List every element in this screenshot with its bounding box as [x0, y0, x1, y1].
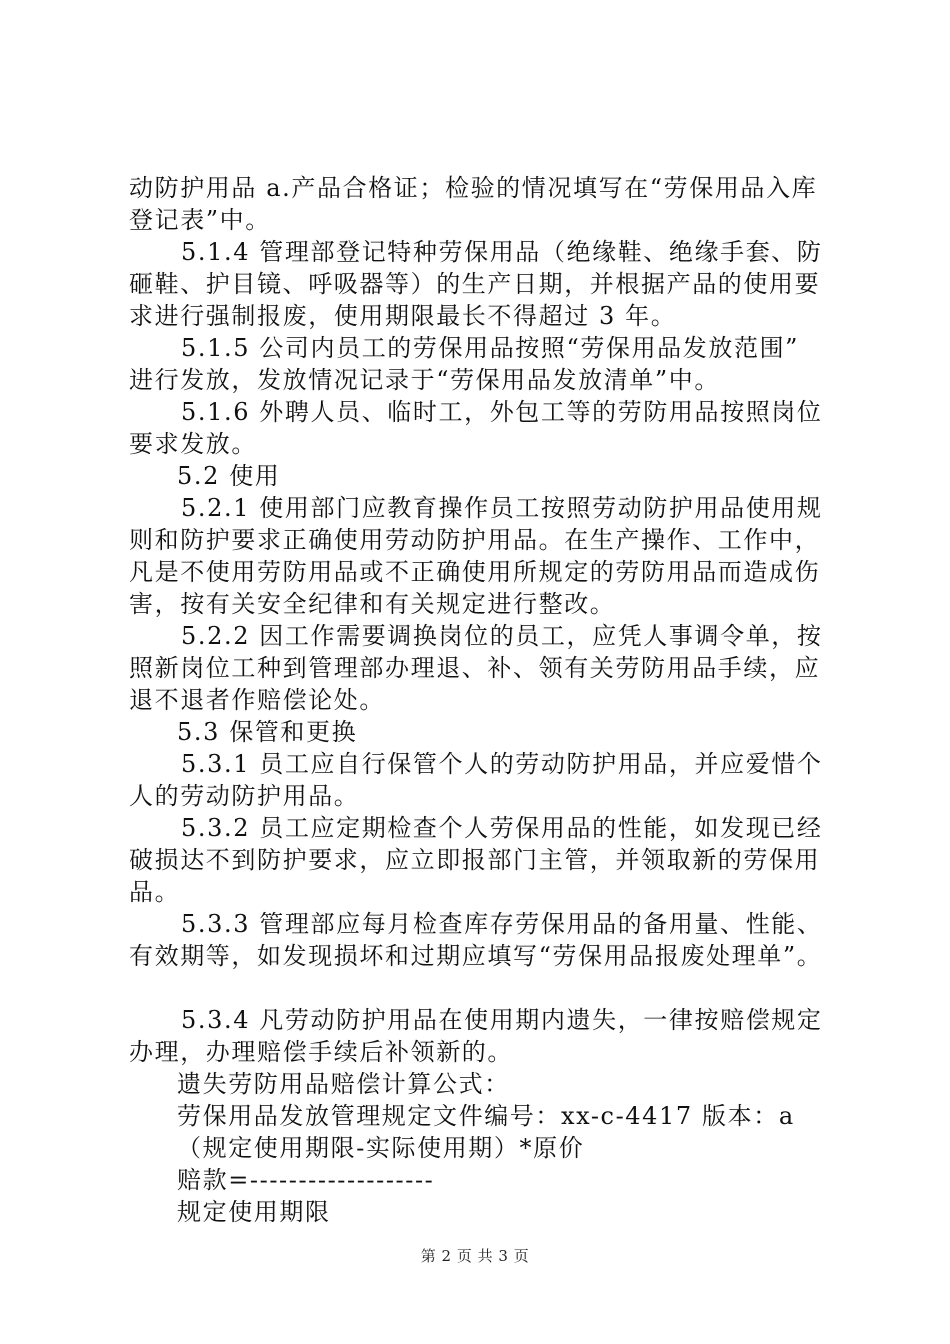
- formula-denominator: 规定使用期限: [177, 1198, 331, 1226]
- body-line: 则和防护要求正确使用劳动防护用品。在生产操作、工作中，: [129, 526, 821, 554]
- document-reference: 劳保用品发放管理规定文件编号：xx-c-4417 版本：a: [177, 1102, 795, 1130]
- clause-5-3-1: 5.3.1 员工应自行保管个人的劳动防护用品，并应爱惜个: [181, 750, 823, 778]
- clause-5-2-1: 5.2.1 使用部门应教育操作员工按照劳动防护用品使用规: [181, 494, 823, 522]
- body-line: 进行发放，发放情况记录于“劳保用品发放清单”中。: [129, 366, 720, 394]
- clause-5-3-2: 5.3.2 员工应定期检查个人劳保用品的性能，如发现已经: [181, 814, 823, 842]
- clause-5-3-4: 5.3.4 凡劳动防护用品在使用期内遗失，一律按赔偿规定: [181, 1006, 823, 1034]
- document-body: [129, 172, 849, 1228]
- body-line: 人的劳动防护用品。: [129, 782, 360, 810]
- section-heading-5-2: 5.2 使用: [177, 462, 281, 490]
- section-heading-5-3: 5.3 保管和更换: [177, 718, 358, 746]
- body-line: 登记表”中。: [129, 206, 271, 234]
- page-number-footer: 第 2 页 共 3 页: [420, 1247, 530, 1265]
- body-line: 求进行强制报废，使用期限最长不得超过 3 年。: [129, 302, 677, 330]
- body-line: 品。: [129, 878, 181, 906]
- clause-5-1-6: 5.1.6 外聘人员、临时工，外包工等的劳防用品按照岗位: [181, 398, 823, 426]
- body-line: 破损达不到防护要求，应立即报部门主管，并领取新的劳保用: [129, 846, 821, 874]
- body-line: 砸鞋、护目镜、呼吸器等）的生产日期，并根据产品的使用要: [129, 270, 821, 298]
- body-line: 有效期等，如发现损坏和过期应填写“劳保用品报废处理单”。: [129, 942, 823, 970]
- body-line: 凡是不使用劳防用品或不正确使用所规定的劳防用品而造成伤: [129, 558, 821, 586]
- body-line: 退不退者作赔偿论处。: [129, 686, 385, 714]
- formula-fraction-line: 赔款=-------------------: [177, 1166, 435, 1194]
- body-line: 害，按有关安全纪律和有关规定进行整改。: [129, 590, 616, 618]
- body-line: 照新岗位工种到管理部办理退、补、领有关劳防用品手续，应: [129, 654, 821, 682]
- clause-5-2-2: 5.2.2 因工作需要调换岗位的员工，应凭人事调令单，按: [181, 622, 823, 650]
- clause-5-1-5: 5.1.5 公司内员工的劳保用品按照“劳保用品发放范围”: [181, 334, 800, 362]
- body-line: 动防护用品 a.产品合格证；检验的情况填写在“劳保用品入库: [129, 174, 818, 202]
- formula-numerator: （规定使用期限-实际使用期）*原价: [177, 1134, 585, 1162]
- clause-5-3-3: 5.3.3 管理部应每月检查库存劳保用品的备用量、性能、: [181, 910, 823, 938]
- formula-heading: 遗失劳防用品赔偿计算公式：: [177, 1070, 510, 1098]
- body-line: 办理，办理赔偿手续后补领新的。: [129, 1038, 513, 1066]
- paragraph-gap: [129, 972, 849, 1004]
- body-line: 要求发放。: [129, 430, 257, 458]
- clause-5-1-4: 5.1.4 管理部登记特种劳保用品（绝缘鞋、绝缘手套、防: [181, 238, 823, 266]
